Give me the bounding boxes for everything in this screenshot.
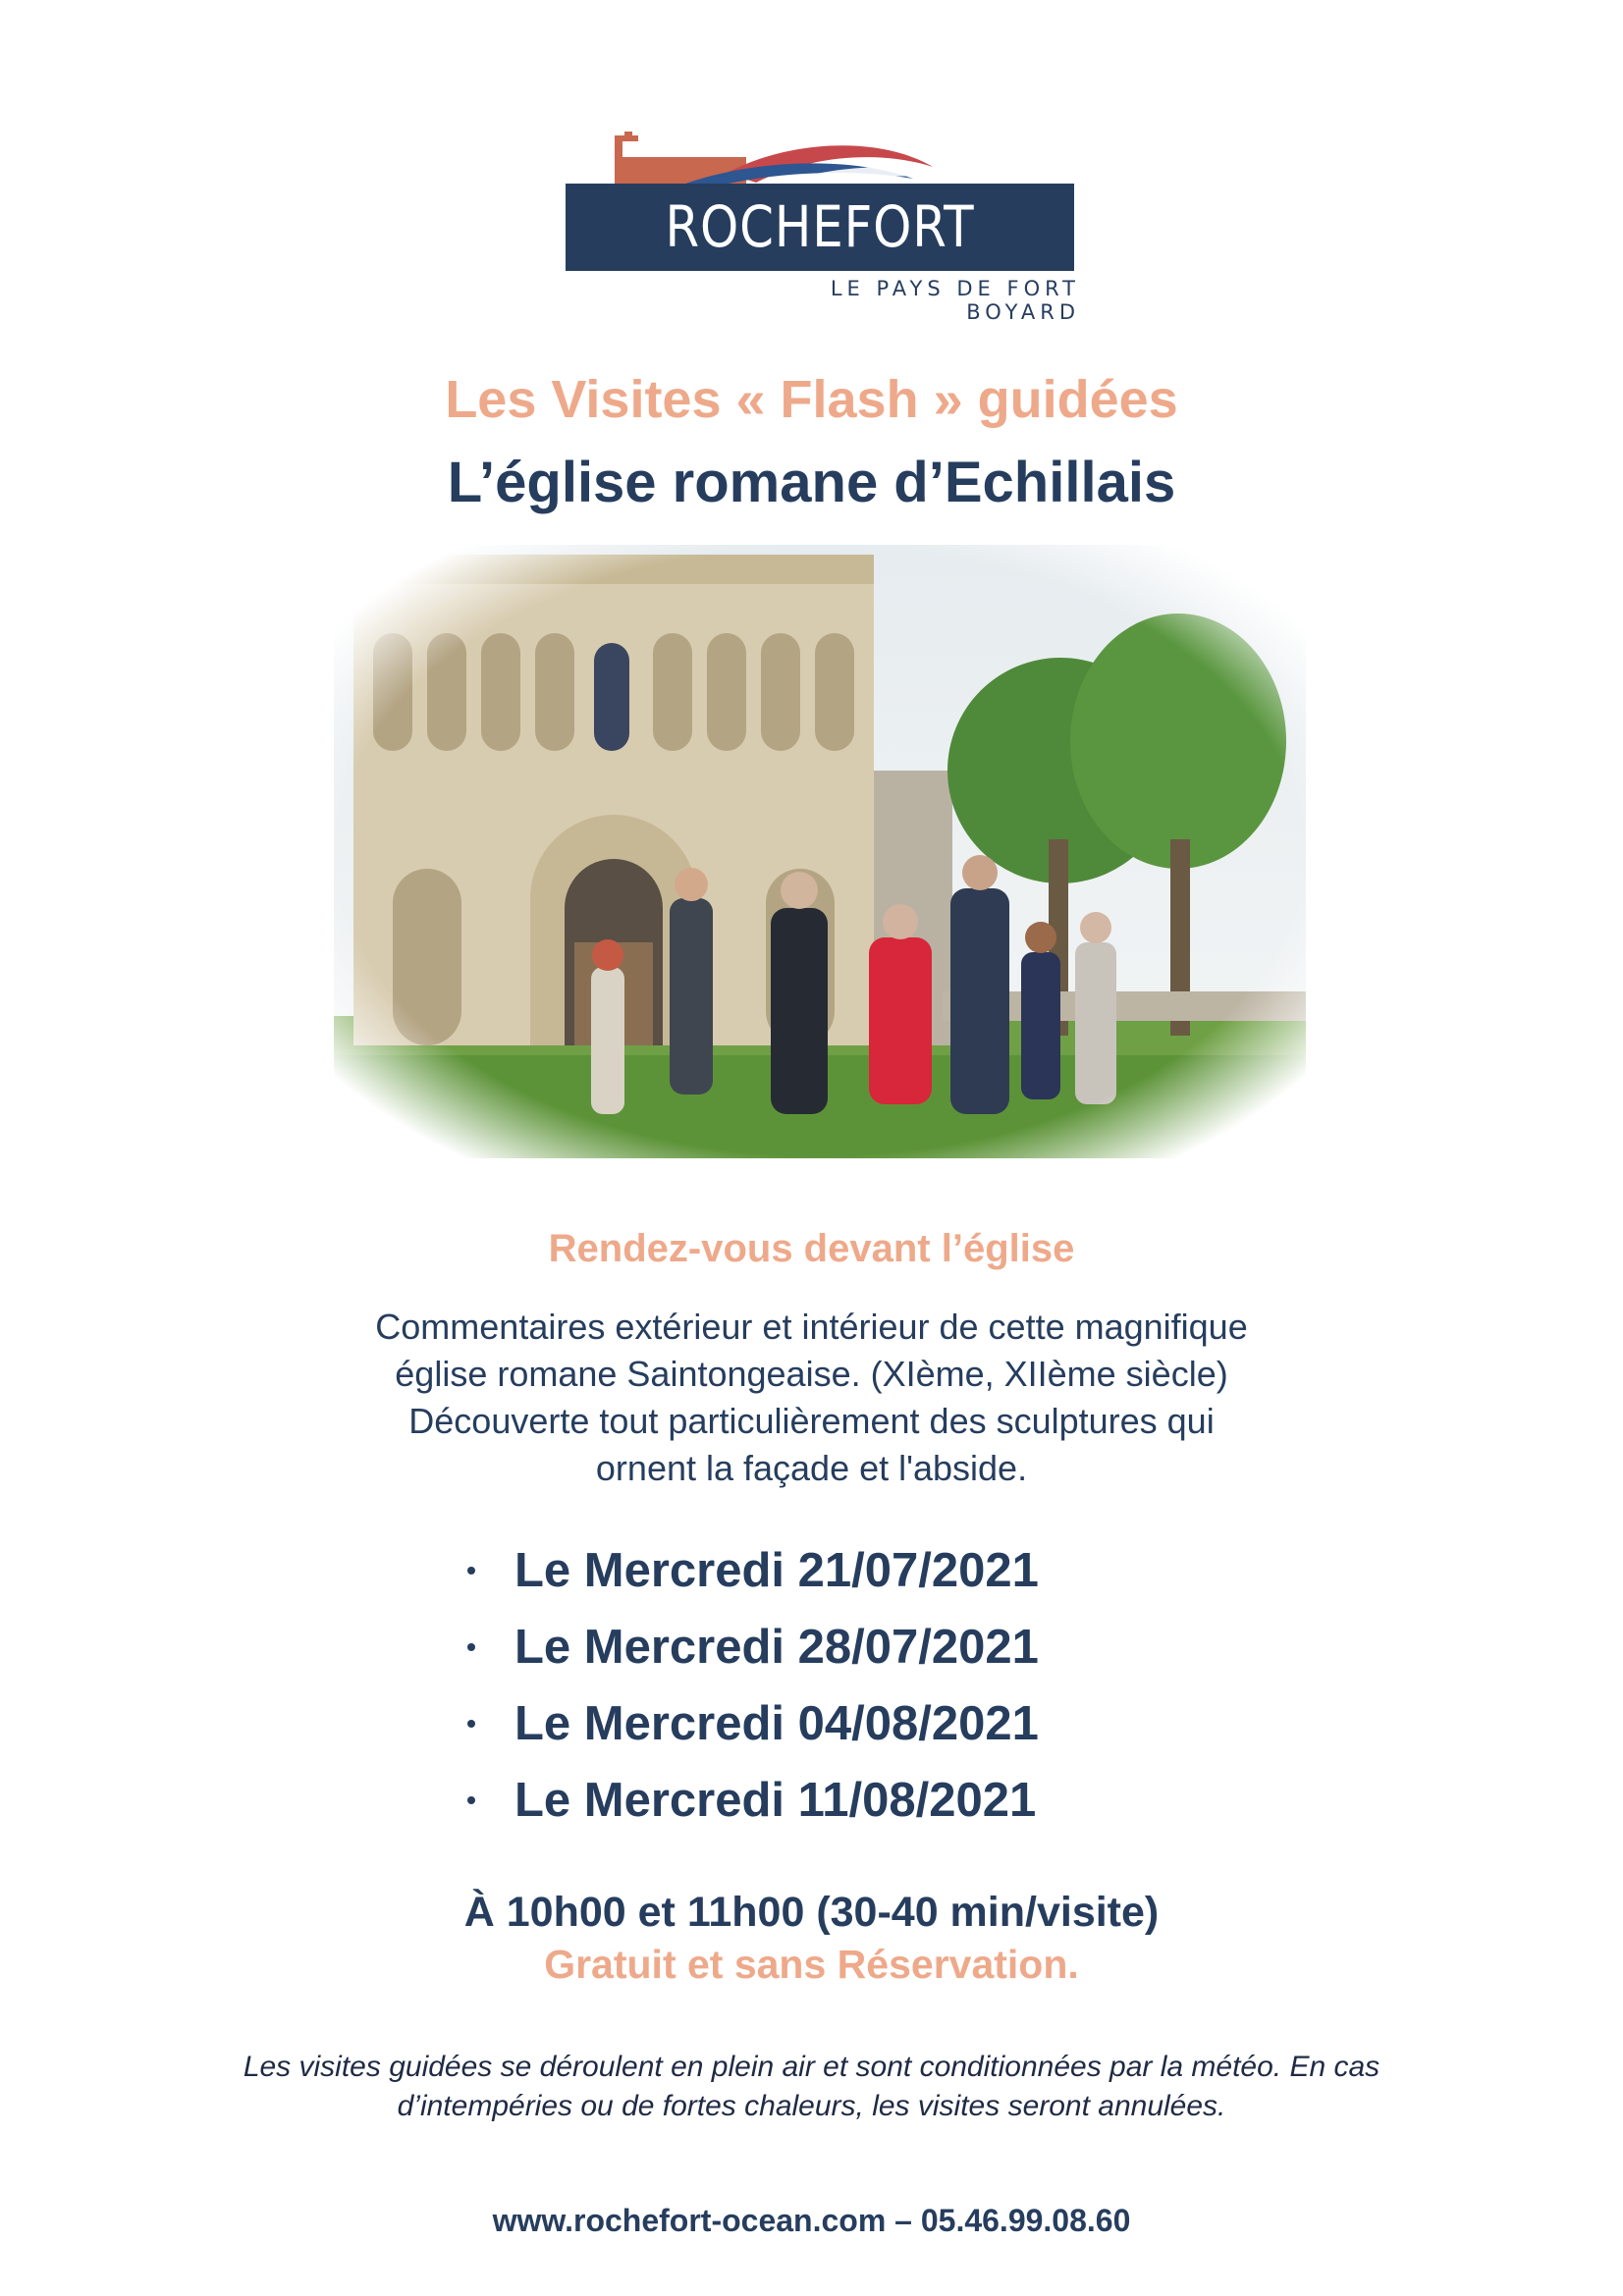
date-item	[461, 1771, 1149, 1847]
date-text: Le Mercredi 21/07/2021	[514, 1544, 1039, 1597]
bullet-icon	[467, 1643, 475, 1651]
logo-brand: ROCHEFORT OCÉAN	[665, 193, 975, 347]
weather-note-line: d’intempéries ou de fortes chaleurs, les visites seront annulées.	[397, 2090, 1226, 2122]
dates-list	[461, 1541, 1149, 1847]
description-line: Commentaires extérieur et intérieur de cette magnifique	[375, 1307, 1248, 1347]
date-text: Le Mercredi 11/08/2021	[514, 1774, 1037, 1827]
date-text: Le Mercredi 28/07/2021	[514, 1621, 1039, 1674]
schedule-times: À 10h00 et 11h00 (30-40 min/visite)	[463, 1889, 1160, 1936]
date-item	[461, 1541, 1149, 1618]
date-item	[461, 1694, 1149, 1771]
logo	[560, 128, 1080, 347]
church-photo	[334, 545, 1306, 1158]
date-item	[461, 1618, 1149, 1694]
description-line: ornent la façade et l'abside.	[595, 1448, 1028, 1488]
bullet-icon	[467, 1720, 475, 1728]
logo-tagline: LE PAYS DE FORT BOYARD	[830, 277, 1080, 324]
contact-footer: www.rochefort-ocean.com – 05.46.99.08.60	[492, 2203, 1131, 2238]
date-text: Le Mercredi 04/08/2021	[514, 1697, 1039, 1750]
bullet-icon	[467, 1796, 475, 1804]
price-note: Gratuit et sans Réservation.	[544, 1942, 1079, 1987]
weather-note-line: Les visites guidées se déroulent en plein air et sont conditionnées par la météo. En cas	[243, 2051, 1380, 2083]
page-subtitle: L’église romane d’Echillais	[447, 451, 1176, 514]
weather-note	[0, 2048, 1623, 2126]
page-title: Les Visites « Flash » guidées	[445, 370, 1178, 429]
bullet-icon	[467, 1567, 475, 1575]
description	[0, 1304, 1623, 1492]
meeting-point-heading: Rendez-vous devant l’église	[548, 1227, 1075, 1270]
description-line: église romane Saintongeaise. (XIème, XIIème siècle)	[395, 1354, 1228, 1394]
description-line: Découverte tout particulièrement des sculptures qui	[408, 1401, 1215, 1441]
